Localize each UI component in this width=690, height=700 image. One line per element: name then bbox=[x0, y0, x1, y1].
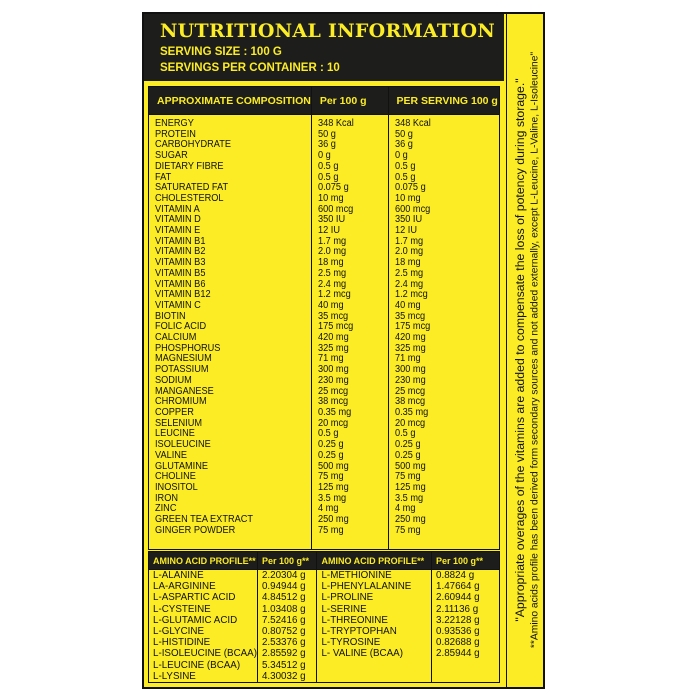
nutrient-value: 125 mg bbox=[317, 481, 349, 493]
nutrient-value: 0.25 g bbox=[317, 449, 344, 461]
nutrient-name: ISOLEUCINE bbox=[155, 439, 211, 451]
amino-value: 4.84512 g bbox=[257, 592, 317, 603]
nutrient-name: CALCIUM bbox=[155, 332, 197, 344]
nutrient-serving-value: 71 mg bbox=[394, 353, 421, 365]
nutrient-value: 75 mg bbox=[317, 524, 344, 536]
nutrient-name: VITAMIN E bbox=[155, 225, 201, 237]
nutrient-serving-value: 125 mg bbox=[394, 481, 426, 493]
table-row bbox=[149, 581, 500, 592]
nutrient-value: 71 mg bbox=[317, 353, 344, 365]
nutrient-value: 600 mcg bbox=[317, 203, 354, 215]
nutrient-serving-value: 1.2 mcg bbox=[394, 289, 428, 301]
nutrient-serving-value: 0 g bbox=[394, 150, 408, 162]
amino-name: L-ALANINE bbox=[149, 570, 258, 582]
nutrient-value: 2.0 mg bbox=[317, 246, 346, 258]
nutrient-name: SODIUM bbox=[155, 374, 192, 386]
nutrient-serving-value: 0.25 g bbox=[394, 439, 421, 451]
nutrient-serving-value: 2.4 mg bbox=[394, 278, 423, 290]
nutrient-name: CHOLESTEROL bbox=[155, 192, 224, 204]
nutrient-name: VITAMIN B2 bbox=[155, 246, 206, 258]
nutrient-value: 4 mg bbox=[317, 503, 339, 515]
nutrient-value: 10 mg bbox=[317, 192, 344, 204]
nutrient-serving-value: 75 mg bbox=[394, 524, 421, 536]
table-row bbox=[149, 637, 500, 648]
serving-size: SERVING SIZE : 100 G bbox=[160, 46, 282, 58]
per-serving-header: PER SERVING 100 g bbox=[388, 87, 500, 115]
nutrient-name: VITAMIN B12 bbox=[155, 289, 211, 301]
nutrient-name: SELENIUM bbox=[155, 417, 203, 429]
side-footnotes bbox=[506, 12, 546, 689]
amino-value: 2.60944 g bbox=[432, 592, 500, 603]
nutrient-name: LEUCINE bbox=[155, 428, 195, 440]
nutrient-serving-value: 325 mg bbox=[394, 342, 426, 354]
nutrient-name: CARBOHYDRATE bbox=[155, 139, 232, 151]
nutrient-name: IRON bbox=[155, 492, 178, 504]
nutrient-value: 2.5 mg bbox=[317, 267, 346, 279]
nutrient-name: SATURATED FAT bbox=[155, 182, 229, 194]
amino-value: 2.85592 g bbox=[257, 648, 317, 659]
amino-value-header-right: Per 100 g** bbox=[432, 552, 500, 570]
nutrient-value: 325 mg bbox=[317, 342, 349, 354]
nutrient-value: 40 mg bbox=[317, 299, 344, 311]
nutrient-value: 230 mg bbox=[317, 374, 349, 386]
table-row bbox=[149, 626, 500, 637]
nutrient-name: CHROMIUM bbox=[155, 396, 207, 408]
nutrient-serving-value: 3.5 mg bbox=[394, 492, 423, 504]
nutrient-value: 2.4 mg bbox=[317, 278, 346, 290]
nutrient-value: 348 Kcal bbox=[317, 118, 354, 129]
nutrient-name: VITAMIN D bbox=[155, 214, 201, 226]
nutrient-value: 300 mg bbox=[317, 364, 349, 376]
nutrient-value: 35 mcg bbox=[317, 310, 349, 322]
nutrient-serving-value: 0.5 g bbox=[394, 171, 415, 183]
nutrient-value: 0.5 g bbox=[317, 160, 339, 172]
nutrient-name: VITAMIN B6 bbox=[155, 278, 206, 290]
amino-value: 0.94944 g bbox=[257, 581, 317, 592]
amino-value: 0.8824 g bbox=[432, 570, 500, 582]
amino-value: 3.22128 g bbox=[432, 615, 500, 626]
composition-header: APPROXIMATE COMPOSITION bbox=[149, 87, 312, 115]
nutrient-name: MAGNESIUM bbox=[155, 353, 212, 365]
nutrient-name: FOLIC ACID bbox=[155, 321, 207, 333]
nutrient-serving-value: 0.5 g bbox=[394, 160, 415, 172]
nutrient-name: GINGER POWDER bbox=[155, 524, 236, 536]
amino-name: L-HISTIDINE bbox=[149, 637, 258, 648]
nutrient-name: VITAMIN B3 bbox=[155, 257, 206, 269]
header-band bbox=[144, 14, 504, 81]
amino-name: L-PROLINE bbox=[317, 592, 432, 603]
nutrient-value: 20 mcg bbox=[317, 417, 349, 429]
nutrient-value: 0.5 g bbox=[317, 171, 339, 183]
nutrient-serving-value: 75 mg bbox=[394, 471, 421, 483]
nutrient-value: 75 mg bbox=[317, 471, 344, 483]
amino-value: 0.80752 g bbox=[257, 626, 317, 637]
amino-name: L-CYSTEINE bbox=[149, 604, 258, 615]
nutrient-value: 36 g bbox=[317, 139, 336, 151]
amino-name: L-ASPARTIC ACID bbox=[149, 592, 258, 603]
nutrient-serving-value: 18 mg bbox=[394, 257, 421, 269]
amino-name: L-PHENYLALANINE bbox=[317, 581, 432, 592]
table-row bbox=[149, 615, 500, 626]
amino-name: L-LEUCINE (BCAA) bbox=[149, 660, 258, 671]
amino-value: 2.11136 g bbox=[432, 604, 500, 615]
amino-name: L-METHIONINE bbox=[317, 570, 432, 582]
amino-name: LA-ARGININE bbox=[149, 581, 258, 592]
nutrient-serving-value: 20 mcg bbox=[394, 417, 425, 429]
amino-name: L-THREONINE bbox=[317, 615, 432, 626]
amino-value-header-left: Per 100 g** bbox=[257, 552, 317, 570]
amino-name: L-SERINE bbox=[317, 604, 432, 615]
amino-value: 1.47664 g bbox=[432, 581, 500, 592]
nutrient-value: 0 g bbox=[317, 150, 331, 162]
nutrient-name: PROTEIN bbox=[155, 128, 196, 140]
amino-header-left: AMINO ACID PROFILE** bbox=[149, 552, 258, 570]
amino-value: 2.20304 g bbox=[257, 570, 317, 582]
nutrient-name: PHOSPHORUS bbox=[155, 342, 221, 354]
nutrient-serving-value: 0.25 g bbox=[394, 449, 421, 461]
nutrient-per100 bbox=[318, 119, 388, 536]
nutrient-value: 1.2 mcg bbox=[317, 289, 351, 301]
footnote-amino: **Amino acids profile has been derived form secondary sources and not added externally, except L-Leucine, L-Valine, L-Isoleucine" bbox=[529, 51, 541, 649]
amino-name: L-TYROSINE bbox=[317, 637, 432, 648]
table-row bbox=[149, 592, 500, 603]
nutrient-value: 0.25 g bbox=[317, 439, 344, 451]
nutrient-serving-value: 348 Kcal bbox=[394, 118, 431, 129]
nutrient-serving-value: 420 mg bbox=[394, 332, 426, 344]
nutrient-value: 0.5 g bbox=[317, 428, 339, 440]
nutrient-name: GREEN TEA EXTRACT bbox=[155, 514, 253, 526]
composition-table bbox=[148, 86, 500, 550]
amino-name bbox=[317, 671, 432, 683]
nutrient-name: POTASSIUM bbox=[155, 364, 209, 376]
nutrient-serving-value: 50 g bbox=[394, 128, 413, 140]
nutrient-value: 500 mg bbox=[317, 460, 349, 472]
nutrient-serving-value: 500 mg bbox=[394, 460, 426, 472]
table-row bbox=[149, 604, 500, 615]
amino-name: L-GLUTAMIC ACID bbox=[149, 615, 258, 626]
nutrient-names bbox=[155, 119, 311, 536]
nutrient-name: VALINE bbox=[155, 449, 188, 461]
nutrient-name: DIETARY FIBRE bbox=[155, 160, 224, 172]
nutrient-serving-value: 38 mcg bbox=[394, 396, 425, 408]
nutrient-value: 350 IU bbox=[317, 214, 345, 226]
nutrient-name: SUGAR bbox=[155, 150, 188, 162]
amino-value: 7.52416 g bbox=[257, 615, 317, 626]
nutrient-serving-value: 600 mcg bbox=[394, 203, 430, 215]
nutrient-name: VITAMIN B5 bbox=[155, 267, 206, 279]
nutrient-value: 0.35 mg bbox=[317, 406, 352, 418]
nutrient-serving-value: 250 mg bbox=[394, 514, 426, 526]
amino-value bbox=[432, 671, 500, 683]
nutrient-name: COPPER bbox=[155, 406, 194, 418]
nutrient-serving-value: 36 g bbox=[394, 139, 413, 151]
nutrient-value: 1.7 mg bbox=[317, 235, 346, 247]
nutrient-name: ENERGY bbox=[155, 118, 194, 129]
table-row bbox=[149, 671, 500, 683]
nutrient-value: 25 mcg bbox=[317, 385, 349, 397]
nutrient-serving-value: 10 mg bbox=[394, 192, 421, 204]
nutrient-serving-value: 4 mg bbox=[394, 503, 415, 515]
amino-value: 0.82688 g bbox=[432, 637, 500, 648]
table-row bbox=[149, 570, 500, 582]
nutrient-name: GLUTAMINE bbox=[155, 460, 209, 472]
servings-per-container: SERVINGS PER CONTAINER : 10 bbox=[160, 62, 340, 74]
nutrient-serving-value: 1.7 mg bbox=[394, 235, 423, 247]
nutrient-value: 18 mg bbox=[317, 257, 344, 269]
nutrient-value: 250 mg bbox=[317, 514, 349, 526]
footnote-vitamins: "Appropriate overages of the vitamins are added to compensate the loss of potency during storage." bbox=[513, 78, 527, 622]
amino-name: L-LYSINE bbox=[149, 671, 258, 683]
amino-value: 2.85944 g bbox=[432, 648, 500, 659]
nutrient-name: INOSITOL bbox=[155, 481, 198, 493]
nutrient-serving-value: 230 mg bbox=[394, 374, 426, 386]
nutrient-name: VITAMIN C bbox=[155, 299, 201, 311]
amino-value: 1.03408 g bbox=[257, 604, 317, 615]
nutrient-name: ZINC bbox=[155, 503, 177, 515]
nutrient-name: BIOTIN bbox=[155, 310, 186, 322]
nutrient-name: CHOLINE bbox=[155, 471, 196, 483]
table-row bbox=[149, 660, 500, 671]
amino-value: 5.34512 g bbox=[257, 660, 317, 671]
amino-name: L-TRYPTOPHAN bbox=[317, 626, 432, 637]
nutrient-name: MANGANESE bbox=[155, 385, 214, 397]
nutrient-value: 0.075 g bbox=[317, 182, 349, 194]
nutrition-panel bbox=[142, 12, 545, 689]
nutrient-per-serving bbox=[395, 119, 500, 536]
nutrient-name: VITAMIN B1 bbox=[155, 235, 206, 247]
amino-name: L-GLYCINE bbox=[149, 626, 258, 637]
nutrient-serving-value: 300 mg bbox=[394, 364, 426, 376]
nutrient-serving-value: 0.35 mg bbox=[394, 406, 428, 418]
nutrient-value: 12 IU bbox=[317, 225, 340, 237]
amino-value bbox=[432, 660, 500, 671]
nutrient-serving-value: 350 IU bbox=[394, 214, 422, 226]
nutrient-serving-value: 2.5 mg bbox=[394, 267, 423, 279]
nutrient-value: 50 g bbox=[317, 128, 336, 140]
nutrient-name: VITAMIN A bbox=[155, 203, 200, 215]
nutrient-name: FAT bbox=[155, 171, 172, 183]
nutrient-value: 420 mg bbox=[317, 332, 349, 344]
amino-value: 2.53376 g bbox=[257, 637, 317, 648]
nutrient-serving-value: 175 mcg bbox=[394, 321, 430, 333]
amino-name: L- VALINE (BCAA) bbox=[317, 648, 432, 659]
page-title: NUTRITIONAL INFORMATION bbox=[160, 20, 496, 42]
amino-acid-table bbox=[148, 551, 500, 683]
nutrient-value: 3.5 mg bbox=[317, 492, 346, 504]
amino-name bbox=[317, 660, 432, 671]
nutrient-serving-value: 35 mcg bbox=[394, 310, 425, 322]
nutrient-serving-value: 0.5 g bbox=[394, 428, 415, 440]
nutrient-serving-value: 0.075 g bbox=[394, 182, 426, 194]
amino-value: 4.30032 g bbox=[257, 671, 317, 683]
amino-value: 0.93536 g bbox=[432, 626, 500, 637]
nutrient-serving-value: 40 mg bbox=[394, 299, 421, 311]
nutrient-serving-value: 25 mcg bbox=[394, 385, 425, 397]
amino-header-right: AMINO ACID PROFILE** bbox=[317, 552, 432, 570]
nutrient-serving-value: 12 IU bbox=[394, 225, 417, 237]
nutrient-serving-value: 2.0 mg bbox=[394, 246, 423, 258]
nutrient-value: 38 mcg bbox=[317, 396, 349, 408]
per100-header: Per 100 g bbox=[311, 87, 388, 115]
amino-name: L-ISOLEUCINE (BCAA) bbox=[149, 648, 258, 659]
nutrient-value: 175 mcg bbox=[317, 321, 354, 333]
table-row bbox=[149, 648, 500, 659]
